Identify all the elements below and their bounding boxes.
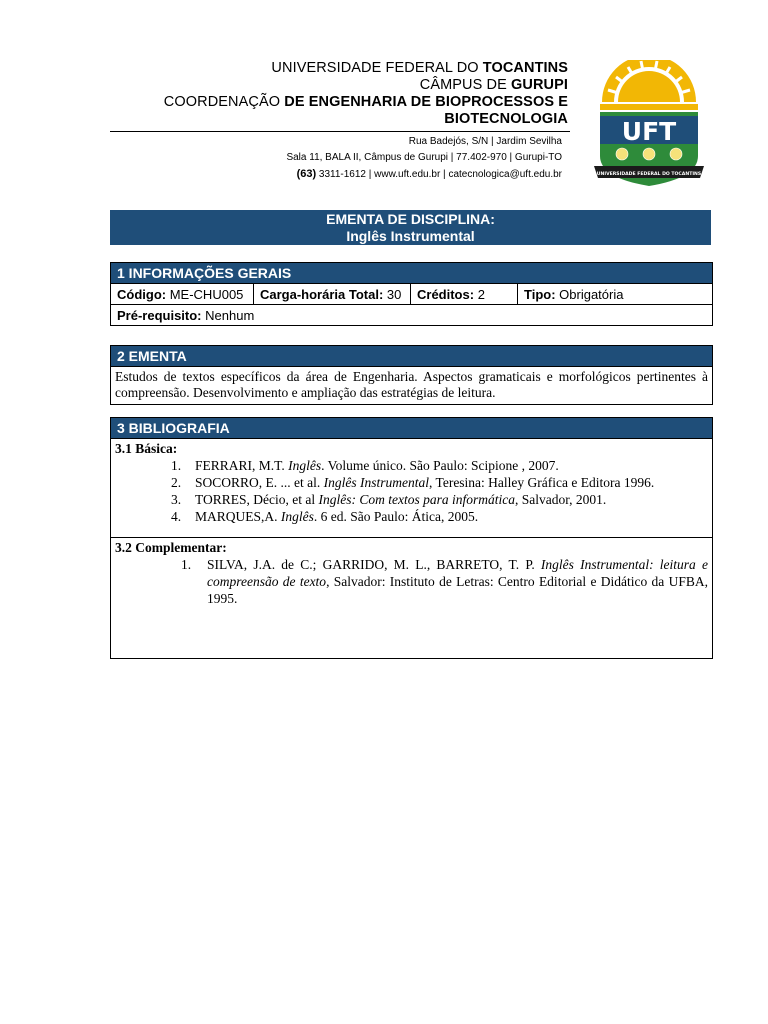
reference-details: . Volume único. São Paulo: Scipione , 2007. [321,458,559,473]
complementary-bibliography-label: 3.2 Complementar: [115,540,227,555]
info-table [111,284,712,325]
reference-author: MARQUES,A. [195,509,278,524]
reference-author: FERRARI, M.T. [195,458,285,473]
reference-number: 3. [171,492,182,507]
section-general-info [110,262,713,326]
document-title [110,210,711,245]
list-item [111,508,712,525]
reference-author: SOCORRO, E. ... et al. [195,475,321,490]
basic-bibliography-label: 3.1 Básica: [115,441,178,456]
reference-title: Inglês Instrumental [323,475,430,490]
reference-details: , Salvador: Instituto de Letras: Centro Editorial e Didático da UFBA, 1995. [207,574,708,606]
reference-number: 1. [171,458,182,473]
reference-number: 2. [171,475,182,490]
basic-bibliography-list [111,457,712,525]
codigo-cell: Código: ME-CHU005 [111,284,254,305]
flower-icons [616,148,682,160]
section-heading: 2 EMENTA [111,346,712,367]
reference-details: , Salvador, 2001. [514,492,607,507]
reference-author: TORRES, Décio, et al [195,492,316,507]
section-heading: 3 BIBLIOGRAFIA [111,418,712,439]
list-item [111,491,712,508]
uft-logo [588,60,710,188]
table-row [111,284,712,305]
prereq-cell: Pré-requisito: Nenhum [111,305,712,326]
reference-number: 4. [171,509,182,524]
title-line-2: Inglês Instrumental [346,228,475,244]
address-line-1: Rua Badejós, S/N | Jardim Sevilha [408,136,562,147]
list-item [111,457,712,474]
complementary-bibliography-list [111,556,712,607]
sun-rays-icon [602,60,696,102]
section-bibliography [110,417,713,659]
logo-text: UFT [621,117,677,146]
header-line-biotech: BIOTECNOLOGIA [444,111,568,127]
carga-cell: Carga-horária Total: 30 [254,284,411,305]
address-line-2: Sala 11, BALA II, Câmpus de Gurupi | 77.402-970 | Gurupi-TO [286,152,562,163]
reference-title: Inglês [280,509,314,524]
logo-ribbon-text: UNIVERSIDADE FEDERAL DO TOCANTINS [596,172,702,177]
reference-details: , Teresina: Halley Gráfica e Editora 1996. [429,475,655,490]
reference-author: SILVA, J.A. de C.; GARRIDO, M. L., BARRETO, T. P. [207,557,535,572]
creditos-cell: Créditos: 2 [411,284,518,305]
header-line-campus: CÂMPUS DE GURUPI [419,77,568,93]
address-block [286,134,562,183]
list-item [111,474,712,491]
section-ementa [110,345,713,405]
reference-number: 1. [181,557,192,572]
header-line-coordination: COORDENAÇÃO DE ENGENHARIA DE BIOPROCESSOS E [163,94,568,110]
list-item [111,556,712,607]
institution-header [98,60,568,128]
reference-details: . 6 ed. São Paulo: Ática, 2005. [313,509,479,524]
table-row [111,305,712,326]
section-heading: 1 INFORMAÇÕES GERAIS [111,263,712,284]
header-divider [110,131,570,132]
header-line-university: UNIVERSIDADE FEDERAL DO TOCANTINS [271,60,568,76]
title-line-1: EMENTA DE DISCIPLINA: [326,211,495,227]
reference-title: Inglês: Com textos para informática [318,492,515,507]
address-line-3: (63) 3311-1612 | www.uft.edu.br | catecnologica@uft.edu.br [296,168,562,180]
reference-title: Inglês Instrumental: leitura e compreensão de texto [207,557,708,589]
ementa-text: Estudos de textos específicos da área de Engenharia. Aspectos gramaticais e morfológicos pertinentes à compreensão. Desenvolvimento e ampliação das estratégias de leitura. [115,369,708,400]
reference-title: Inglês [288,458,322,473]
tipo-cell: Tipo: Obrigatória [524,286,624,302]
